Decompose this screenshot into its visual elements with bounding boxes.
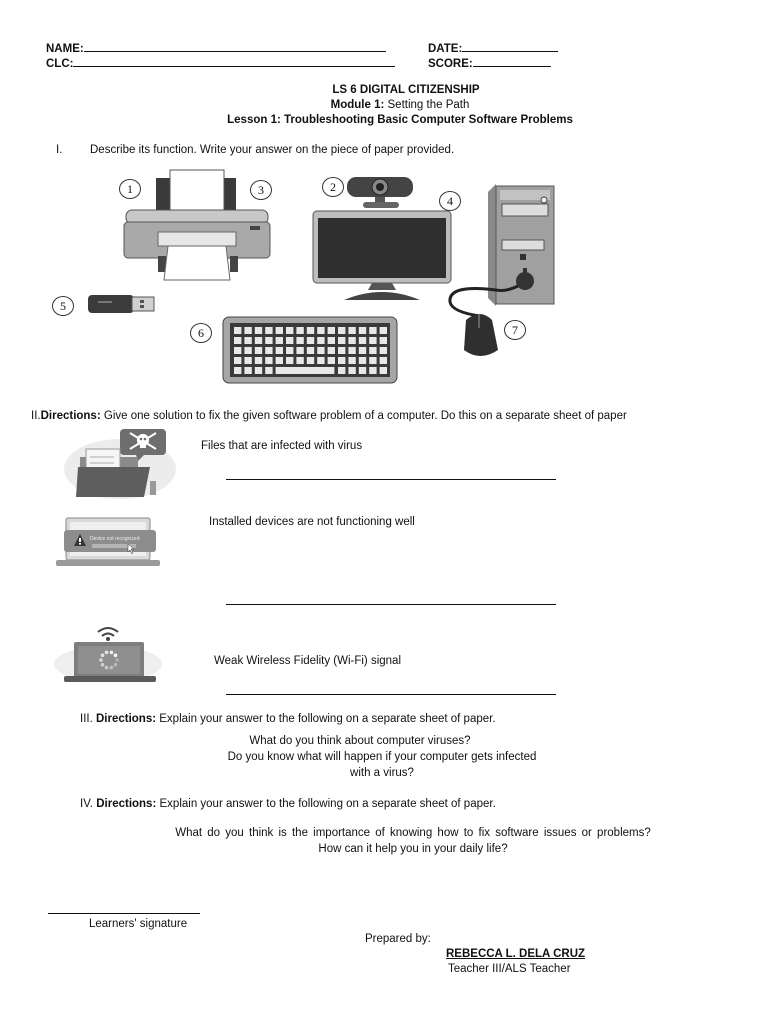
spinner-dot	[110, 651, 114, 655]
name-field[interactable]	[46, 40, 386, 55]
label-1: 1	[119, 179, 141, 199]
part3-heading	[80, 713, 496, 725]
keyboard-key	[328, 357, 335, 364]
keyboard-key	[338, 367, 345, 374]
date-field[interactable]	[428, 40, 558, 55]
part2-numeral: II.	[31, 410, 41, 422]
keyboard-spacebar	[276, 367, 335, 374]
prepared-by-label: Prepared by:	[365, 933, 431, 945]
label-5: 5	[52, 296, 74, 316]
keyboard-key	[276, 347, 283, 354]
keyboard-key	[255, 367, 262, 374]
keyboard-key	[286, 347, 293, 354]
keyboard-key	[348, 367, 355, 374]
clc-label: CLC:	[46, 58, 74, 70]
item-1-text: Files that are infected with virus	[201, 440, 363, 452]
part4-directions-label: Directions:	[96, 798, 157, 810]
keyboard-key	[328, 327, 335, 334]
keyboard-key	[244, 367, 251, 374]
keyboard-key	[359, 327, 366, 334]
keyboard-key	[234, 337, 241, 344]
label-2: 2	[322, 177, 344, 197]
spinner-dot	[110, 666, 114, 670]
keyboard-key	[265, 347, 272, 354]
part3-directions-label: Directions:	[95, 713, 157, 725]
item-3-answer-line[interactable]	[226, 694, 556, 695]
teacher-title: Teacher III/ALS Teacher	[448, 963, 571, 975]
item-1-answer-line[interactable]	[226, 479, 556, 480]
label-7: 7	[504, 320, 526, 340]
keyboard-key	[234, 357, 241, 364]
keyboard-key	[317, 327, 324, 334]
part1-numeral: I.	[56, 144, 63, 156]
keyboard-key	[328, 347, 335, 354]
part3-question-2b: with a virus?	[350, 767, 414, 779]
clc-field[interactable]	[46, 55, 395, 70]
name-label: NAME:	[46, 43, 84, 55]
label-3: 3	[250, 180, 272, 200]
keyboard-key	[328, 337, 335, 344]
usb-flash-drive-icon	[86, 293, 156, 315]
lesson-name: Troubleshooting Basic Computer Software Problems	[284, 114, 573, 126]
score-field[interactable]	[428, 55, 551, 70]
part3-question-1: What do you think about computer viruses?	[249, 735, 471, 747]
part1-instruction: Describe its function. Write your answer on the piece of paper provided.	[90, 144, 455, 156]
score-label: SCORE:	[428, 58, 473, 70]
keyboard-key	[338, 337, 345, 344]
part4-question-2: How can it help you in your daily life?	[318, 843, 508, 855]
keyboard-key	[338, 357, 345, 364]
keyboard-key	[380, 357, 387, 364]
keyboard-key	[307, 357, 314, 364]
keyboard-key	[307, 337, 314, 344]
keyboard-key	[255, 357, 262, 364]
keyboard-key	[369, 357, 376, 364]
keyboard-key	[234, 327, 241, 334]
part3-directions-text: Explain your answer to the following on a separate sheet of paper.	[159, 713, 496, 725]
keyboard-key	[255, 337, 262, 344]
date-blank[interactable]	[462, 40, 558, 52]
keyboard-key	[359, 367, 366, 374]
keyboard-key	[286, 327, 293, 334]
item-2-answer-line[interactable]	[226, 604, 556, 605]
spinner-dot	[99, 658, 103, 662]
monitor-icon	[312, 210, 452, 302]
part2-directions-text: Give one solution to fix the given software problem of a computer. Do this on a separate sheet of paper	[103, 410, 627, 422]
keyboard-key	[338, 347, 345, 354]
lesson-label: Lesson 1:	[227, 114, 281, 126]
keyboard-key	[234, 367, 241, 374]
keyboard-key	[276, 327, 283, 334]
date-label: DATE:	[428, 43, 463, 55]
part3-numeral: III.	[80, 713, 93, 725]
keyboard-key	[369, 327, 376, 334]
part4-directions-text: Explain your answer to the following on a separate sheet of paper.	[159, 798, 496, 810]
keyboard-key	[317, 337, 324, 344]
item-2-text: Installed devices are not functioning well	[209, 516, 415, 528]
label-6: 6	[190, 323, 212, 343]
spinner-dot	[115, 658, 119, 662]
module-title	[0, 99, 768, 111]
learner-signature-line[interactable]	[48, 913, 200, 914]
keyboard-key	[244, 327, 251, 334]
device-error-laptop-icon	[52, 516, 164, 568]
lesson-title	[0, 114, 768, 126]
module-label: Module 1:	[330, 99, 385, 111]
keyboard-key	[286, 337, 293, 344]
keyboard-key	[380, 337, 387, 344]
keyboard-key	[369, 347, 376, 354]
teacher-name: REBECCA L. DELA CRUZ	[446, 948, 586, 960]
keyboard-key	[380, 347, 387, 354]
keyboard-key	[380, 367, 387, 374]
keyboard-key	[380, 327, 387, 334]
wifi-laptop-icon	[58, 620, 172, 684]
device-error-popup-text: Device not recognized	[90, 536, 140, 542]
keyboard-key	[348, 327, 355, 334]
keyboard-key	[265, 337, 272, 344]
keyboard-key	[307, 347, 314, 354]
part4-question-1: What do you think is the importance of knowing how to fix software issues or problems?	[175, 827, 651, 839]
keyboard-icon	[222, 316, 398, 384]
part2-heading	[31, 410, 627, 422]
spinner-dot	[114, 663, 118, 667]
spinner-dot	[105, 651, 109, 655]
keyboard-key	[338, 327, 345, 334]
module-name: Setting the Path	[387, 99, 470, 111]
keyboard-key	[359, 357, 366, 364]
clc-blank[interactable]	[73, 55, 395, 67]
keyboard-key	[369, 367, 376, 374]
keyboard-key	[359, 347, 366, 354]
keyboard-key	[307, 327, 314, 334]
keyboard-key	[348, 357, 355, 364]
infected-folder-icon	[60, 427, 190, 501]
keyboard-key	[255, 327, 262, 334]
spinner-dot	[105, 666, 109, 670]
spinner-dot	[101, 654, 105, 658]
keyboard-key	[296, 327, 303, 334]
keyboard-key	[359, 337, 366, 344]
score-blank[interactable]	[473, 55, 551, 67]
keyboard-key	[348, 337, 355, 344]
part4-heading	[80, 798, 496, 810]
spinner-dot	[114, 654, 118, 658]
keyboard-key	[296, 357, 303, 364]
keyboard-key	[265, 327, 272, 334]
webcam-icon	[345, 175, 415, 209]
course-title: LS 6 DIGITAL CITIZENSHIP	[332, 84, 480, 96]
label-4: 4	[439, 191, 461, 211]
keyboard-key	[348, 347, 355, 354]
part2-directions-label: Directions:	[40, 410, 101, 422]
keyboard-key	[255, 347, 262, 354]
keyboard-key	[244, 337, 251, 344]
part4-numeral: IV.	[80, 798, 94, 810]
keyboard-key	[286, 357, 293, 364]
keyboard-key	[369, 337, 376, 344]
keyboard-key	[265, 357, 272, 364]
item-3-text: Weak Wireless Fidelity (Wi-Fi) signal	[214, 655, 402, 667]
keyboard-key	[234, 347, 241, 354]
keyboard-key	[317, 347, 324, 354]
keyboard-key	[296, 337, 303, 344]
learner-signature-label: Learners' signature	[89, 918, 188, 930]
keyboard-key	[296, 347, 303, 354]
keyboard-key	[265, 367, 272, 374]
part3-question-2a: Do you know what will happen if your computer gets infected	[227, 751, 537, 763]
keyboard-key	[276, 337, 283, 344]
keyboard-key	[244, 357, 251, 364]
keyboard-key	[276, 357, 283, 364]
keyboard-key	[244, 347, 251, 354]
name-blank[interactable]	[84, 40, 386, 52]
spinner-dot	[101, 663, 105, 667]
keyboard-key	[317, 357, 324, 364]
